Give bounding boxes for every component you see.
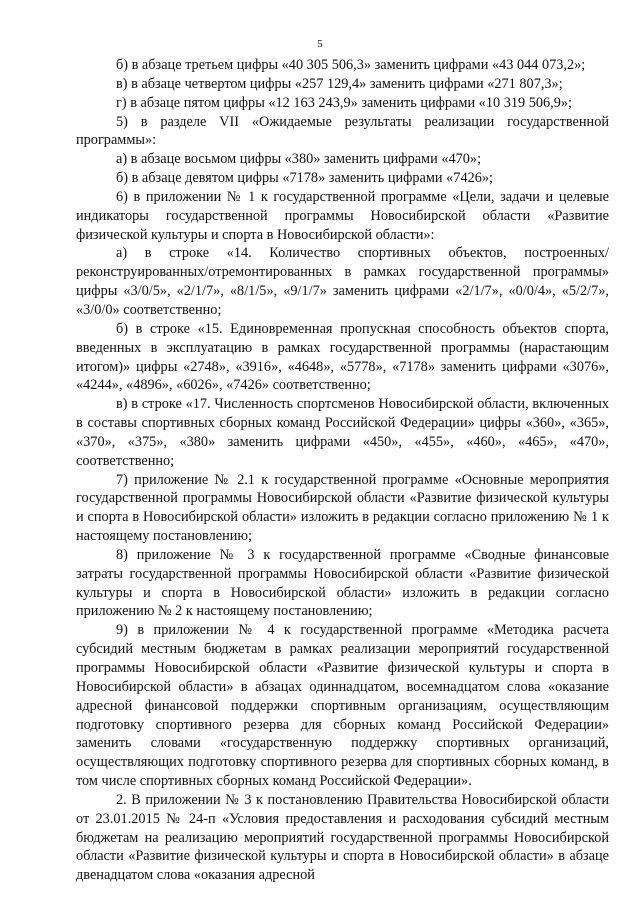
paragraph: а) в абзаце восьмом цифры «380» заменить цифрами «470»; [116,151,482,168]
paragraph: 9) в приложении № 4 к государственной программе «Методика расчета субсидий местным бюджетам в рамках реализации мероприятий государственной программы Новосибирской области «Развитие физической культуры и спорта в Новосибирской области» в абзацах одиннадцатом, восемнадцатом слова «оказание адресной финансовой поддержки спортивным организациям, осуществляющим подготовку спортивного резерва для сборных команд Российской Федерации» заменить словами «государственную поддержку спортивных организаций, осуществляющих подготовку спортивного резерва для спортивных сборных команд, в том числе спортивных сборных команд Российской Федерации». [76,622,609,790]
paragraph: а) в строке «14. Количество спортивных объектов, построенных/ реконструированных/отремонтированных в рамках государственной программы» цифры «3/0/5», «2/1/7», «8/1/5», «9/1/7» заменить цифрами «2/1/7», «0/0/4», «5/2/7», «3/0/0» соответственно; [76,245,609,318]
paragraph: в) в абзаце четвертом цифры «257 129,4» заменить цифрами «271 807,3»; [116,75,563,92]
paragraph: 5) в разделе VII «Ожидаемые результаты реализации государственной программы»: [76,113,609,149]
paragraph: б) в строке «15. Единовременная пропускная способность объектов спорта, введенных в эксплуатацию в рамках государственной программы (нарастающим итогом)» цифры «2748», «3916», «4648», «5778», «7178» заменить цифрами «3076», «4244», «4896», «6026», «7426» соответственно; [76,320,609,394]
document-body [76,56,609,885]
paragraph: 8) приложение № 3 к государственной программе «Сводные финансовые затраты государственной программы Новосибирской области «Развитие физической культуры и спорта в Новосибирской области» изложить в редакции согласно приложению № 2 к настоящему постановлению; [76,546,609,620]
paragraph: б) в абзаце третьем цифры «40 305 506,3» заменить цифрами «43 044 073,2»; [116,57,586,73]
paragraph: 2. В приложении № 3 к постановлению Правительства Новосибирской области от 23.01.2015 № 24-п «Условия предоставления и расходования субсидий местным бюджетам на реализацию мероприятий государственной программы Новосибирской области «Развитие физической культуры и спорта в Новосибирской области» в абзаце двенадцатом слова «оказания адресной [76,791,609,884]
paragraph: б) в абзаце девятом цифры «7178» заменить цифрами «7426»; [116,170,494,187]
paragraph: г) в абзаце пятом цифры «12 163 243,9» заменить цифрами «10 319 506,9»; [116,94,573,111]
paragraph: 6) в приложении № 1 к государственной программе «Цели, задачи и целевые индикаторы государственной программы Новосибирской области «Развитие физической культуры и спорта в Новосибирской области»: [76,188,609,243]
page-number: 5 [317,38,323,50]
paragraph: в) в строке «17. Численность спортсменов Новосибирской области, включенных в составы спортивных сборных команд Российской Федерации» цифры «360», «365», «370», «375», «380» заменить цифрами «450», «455», «460», «465», «470», соответственно; [76,396,609,469]
paragraph: 7) приложение № 2.1 к государственной программе «Основные мероприятия государственной программы Новосибирской области «Развитие физической культуры и спорта в Новосибирской области» изложить в редакции согласно приложению № 1 к настоящему постановлению; [76,471,609,545]
